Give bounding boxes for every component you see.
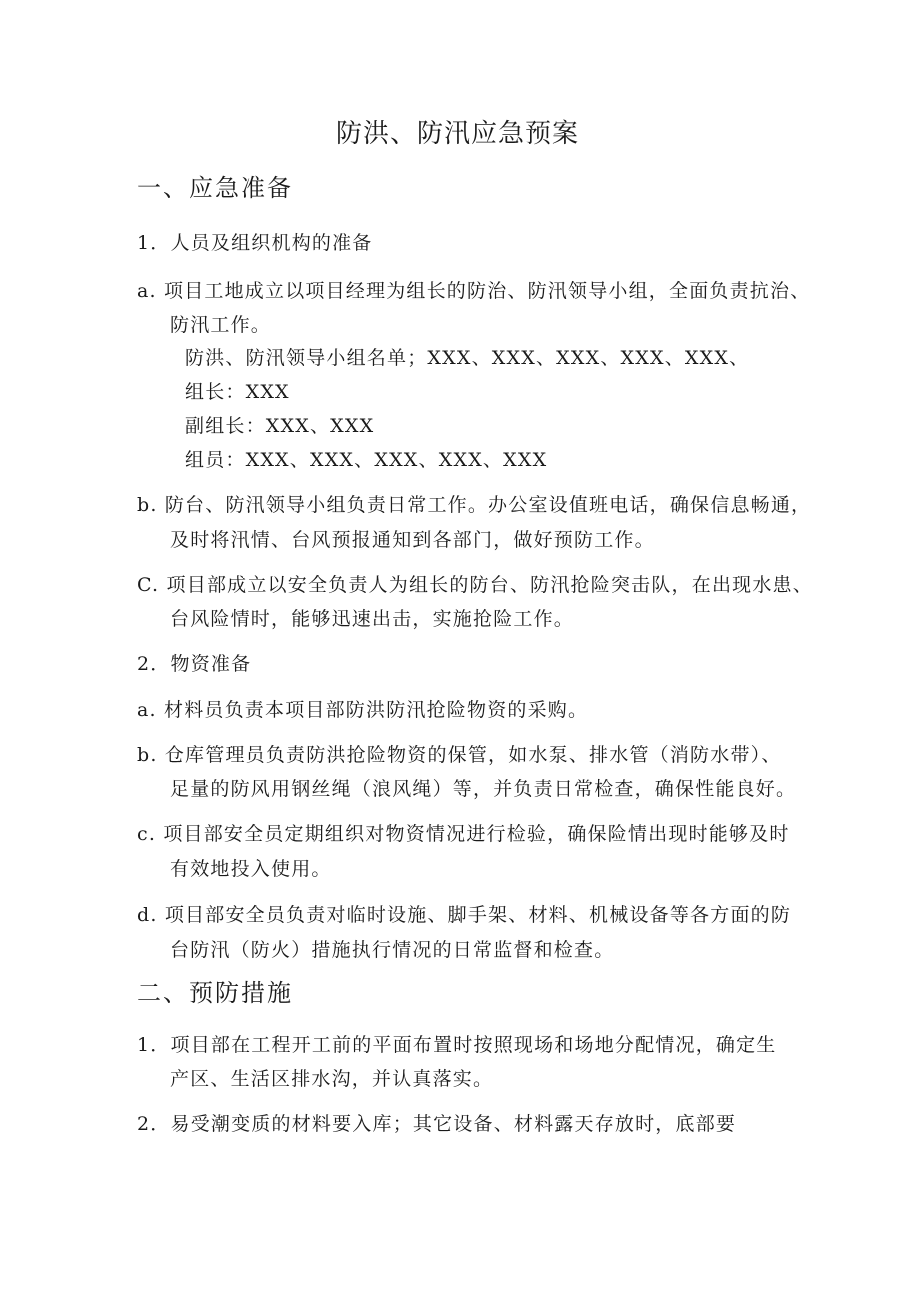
members-line: 组员：XXX、XXX、XXX、XXX、XXX xyxy=(185,449,548,471)
section-heading-2: 二、预防措施 xyxy=(137,979,293,1007)
paragraph-line: c. 项目部安全员定期组织对物资情况进行检验，确保险情出现时能够及时 xyxy=(137,823,790,845)
page-title: 防洪、防汛应急预案 xyxy=(336,119,580,149)
paragraph-line: 有效地投入使用。 xyxy=(170,858,332,880)
paragraph-line: 台风险情时，能够迅速出击，实施抢险工作。 xyxy=(170,608,575,630)
paragraph-line: a. 项目工地成立以项目经理为组长的防治、防汛领导小组，全面负责抗治、 xyxy=(137,280,811,302)
paragraph-line: b. 防台、防汛领导小组负责日常工作。办公室设值班电话，确保信息畅通， xyxy=(137,494,812,516)
paragraph-line: 足量的防风用钢丝绳（浪风绳）等，并负责日常检查，确保性能良好。 xyxy=(170,778,797,800)
paragraph-line: a. 材料员负责本项目部防洪防汛抢险物资的采购。 xyxy=(137,699,589,721)
paragraph-line: 防汛工作。 xyxy=(170,314,272,336)
deputy-line: 副组长：XXX、XXX xyxy=(185,415,375,437)
paragraph-line: 及时将汛情、台风预报通知到各部门，做好预防工作。 xyxy=(170,529,655,551)
subsection-heading-2: 2．物资准备 xyxy=(137,653,252,675)
paragraph-line: 产区、生活区排水沟，并认真落实。 xyxy=(170,1068,494,1090)
paragraph-line: b. 仓库管理员负责防洪抢险物资的保管，如水泵、排水管（消防水带）、 xyxy=(137,744,782,766)
paragraph-line: 1．项目部在工程开工前的平面布置时按照现场和场地分配情况，确定生 xyxy=(137,1034,777,1056)
roster-line: 防洪、防汛领导小组名单；XXX、XXX、XXX、XXX、XXX、 xyxy=(185,347,750,369)
section-heading-1: 一、应急准备 xyxy=(137,174,293,202)
paragraph-line: C. 项目部成立以安全负责人为组长的防台、防汛抢险突击队，在出现水患、 xyxy=(137,574,813,596)
subsection-heading-1: 1．人员及组织机构的准备 xyxy=(137,232,373,254)
paragraph-line: 台防汛（防火）措施执行情况的日常监督和检查。 xyxy=(170,939,615,961)
paragraph-line: d. 项目部安全员负责对临时设施、脚手架、材料、机械设备等各方面的防 xyxy=(137,904,792,926)
paragraph-line: 2．易受潮变质的材料要入库；其它设备、材料露天存放时，底部要 xyxy=(137,1113,737,1135)
leader-line: 组长：XXX xyxy=(185,381,290,403)
